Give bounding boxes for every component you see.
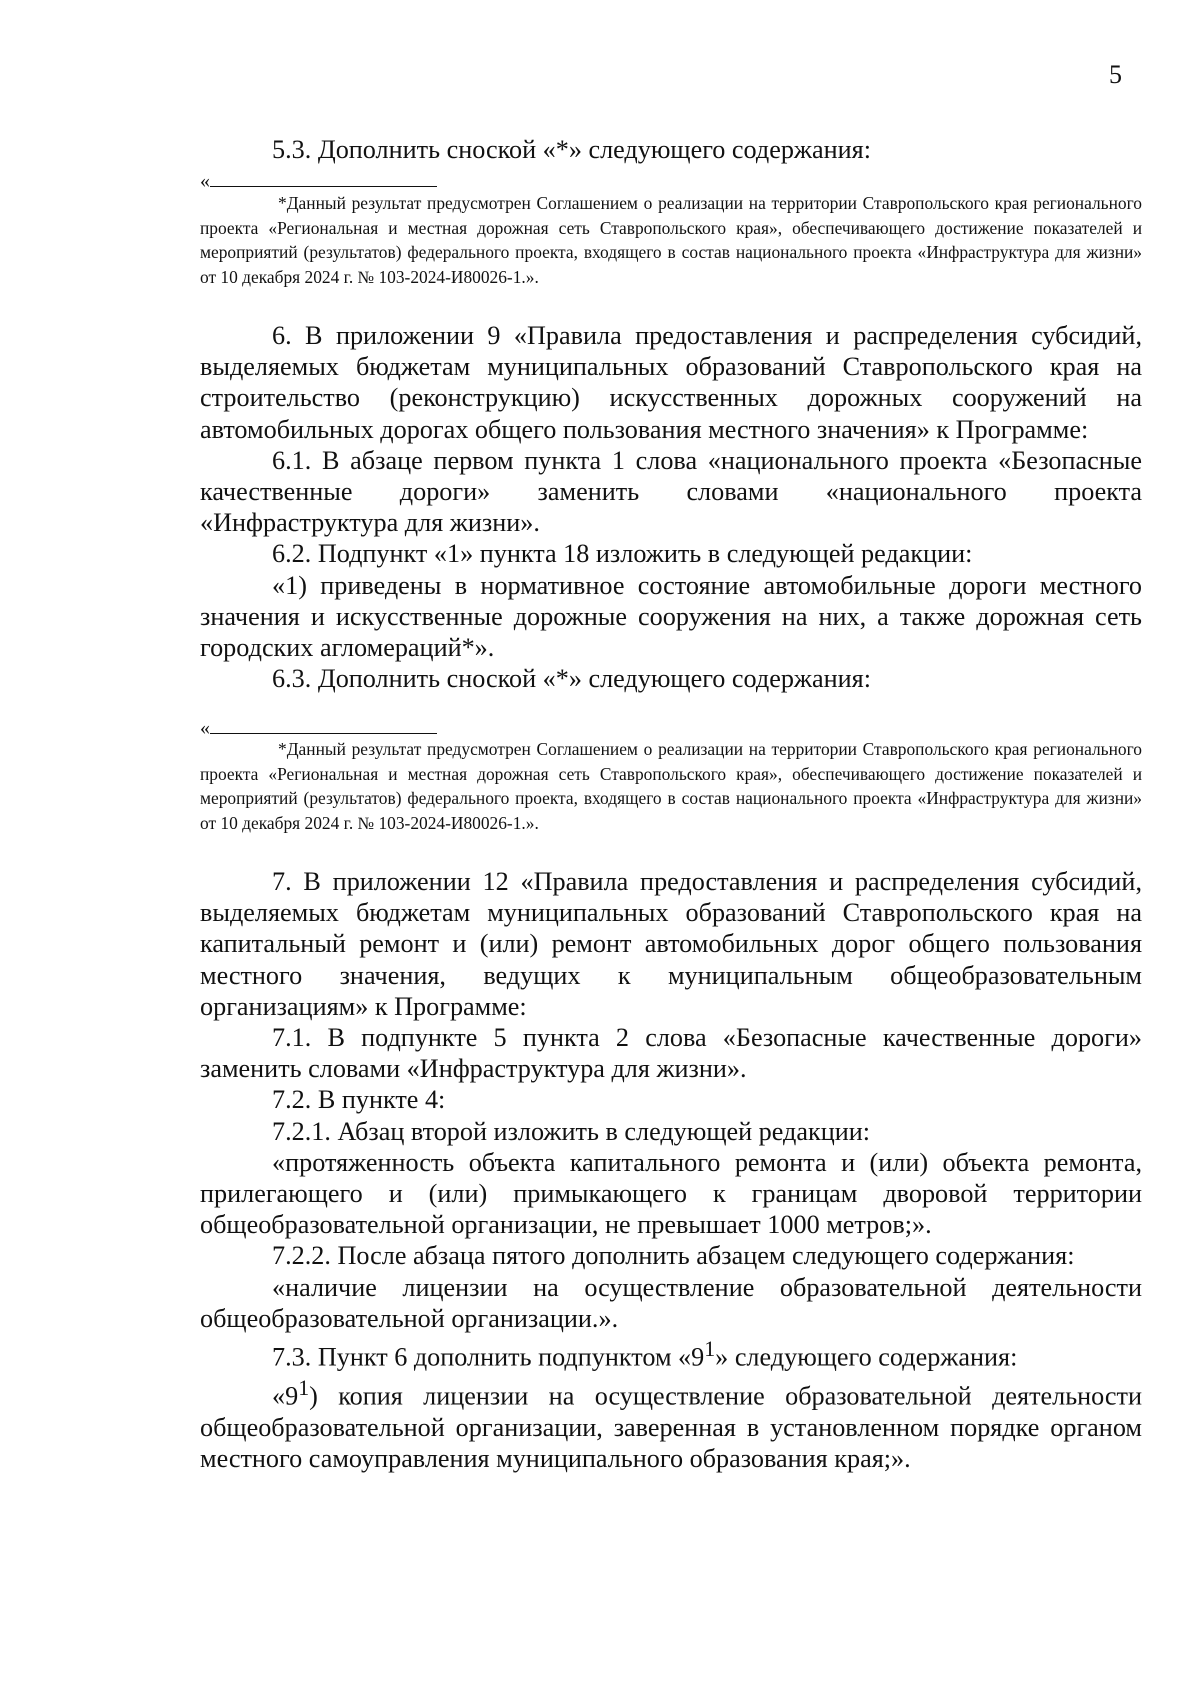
text-block-6 (200, 320, 1142, 694)
paragraph: 5.3. Дополнить сноской «*» следующего содержания: (272, 135, 871, 164)
text-block-5-3 (200, 134, 1142, 165)
text-run: ) копия лицензии на осуществление образовательной деятельности общеобразовательной организации, заверенная в установленном порядке органом местного самоуправления муниципального образования края;». (200, 1381, 1142, 1474)
text-run: 7.3. Пункт 6 дополнить подпунктом «9 (272, 1342, 705, 1372)
paragraph: 6.2. Подпункт «1» пункта 18 изложить в следующей редакции: (272, 539, 973, 569)
paragraph: 6.3. Дополнить сноской «*» следующего содержания: (272, 664, 871, 694)
paragraph: 7.2.2. После абзаца пятого дополнить абзацем следующего содержания: (272, 1241, 1075, 1271)
footnote-paragraph: *Данный результат предусмотрен Соглашением о реализации на территории Ставропольского края регионального проекта «Региональная и местная дорожная сеть Ставропольского края», обеспечивающего достижение показателей и мероприятий (результатов) федерального проекта, входящего в состав национального проекта «Инфраструктура для жизни» от 10 декабря 2024 г. № 103-2024-И80026-1.». (200, 739, 1142, 833)
paragraph: 6. В приложении 9 «Правила предоставления и распределения субсидий, выделяемых бюджетам муниципальных образований Ставропольского края на строительство (реконструкцию) искусственных дорожных сооружений на автомобильных дорогах общего пользования местного значения» к Программе: (200, 321, 1142, 444)
text-block-7 (200, 866, 1142, 1474)
footnote-separator (200, 170, 437, 192)
footnote-paragraph: *Данный результат предусмотрен Соглашением о реализации на территории Ставропольского края регионального проекта «Региональная и местная дорожная сеть Ставропольского края», обеспечивающего достижение показателей и мероприятий (результатов) федерального проекта, входящего в состав национального проекта «Инфраструктура для жизни» от 10 декабря 2024 г. № 103-2024-И80026-1.». (200, 193, 1142, 287)
text-run: «9 (272, 1381, 299, 1411)
paragraph: 7. В приложении 12 «Правила предоставления и распределения субсидий, выделяемых бюджетам муниципальных образований Ставропольского края на капитальный ремонт и (или) ремонт автомобильных дорог общего пользования местного значения, ведущих к муниципальным общеобразовательным организациям» к Программе: (200, 867, 1142, 1021)
paragraph: 7.2.1. Абзац второй изложить в следующей редакции: (272, 1116, 871, 1146)
open-quote: « (200, 170, 210, 192)
footnote-text (200, 191, 1142, 289)
paragraph (200, 1334, 1142, 1373)
footnote-text (200, 737, 1142, 835)
page-number: 5 (1109, 60, 1122, 89)
paragraph: 7.2. В пункте 4: (272, 1085, 446, 1115)
footnote-rule (210, 733, 437, 734)
paragraph: «1) приведены в нормативное состояние автомобильные дороги местного значения и искусственные дорожные сооружения на них, а также дорожная сеть городских агломераций*». (200, 570, 1142, 663)
footnote-rule (210, 186, 437, 187)
open-quote: « (200, 717, 210, 739)
superscript: 1 (704, 1337, 716, 1362)
paragraph: «наличие лицензии на осуществление образовательной деятельности общеобразовательной организации.». (200, 1272, 1142, 1333)
footnote-separator (200, 717, 437, 739)
paragraph: 7.1. В подпункте 5 пункта 2 слова «Безопасные качественные дороги» заменить словами «Инфраструктура для жизни». (200, 1023, 1142, 1084)
superscript: 1 (298, 1375, 310, 1400)
text-run: » следующего содержания: (715, 1342, 1018, 1372)
paragraph (200, 1373, 1142, 1474)
paragraph: «протяженность объекта капитального ремонта и (или) объекта ремонта, прилегающего и (или) примыкающего к границам дворовой территории общеобразовательной организации, не превышает 1000 метров;». (200, 1147, 1142, 1240)
paragraph: 6.1. В абзаце первом пункта 1 слова «национального проекта «Безопасные качественные дороги» заменить словами «национального проекта «Инфраструктура для жизни». (200, 445, 1142, 538)
